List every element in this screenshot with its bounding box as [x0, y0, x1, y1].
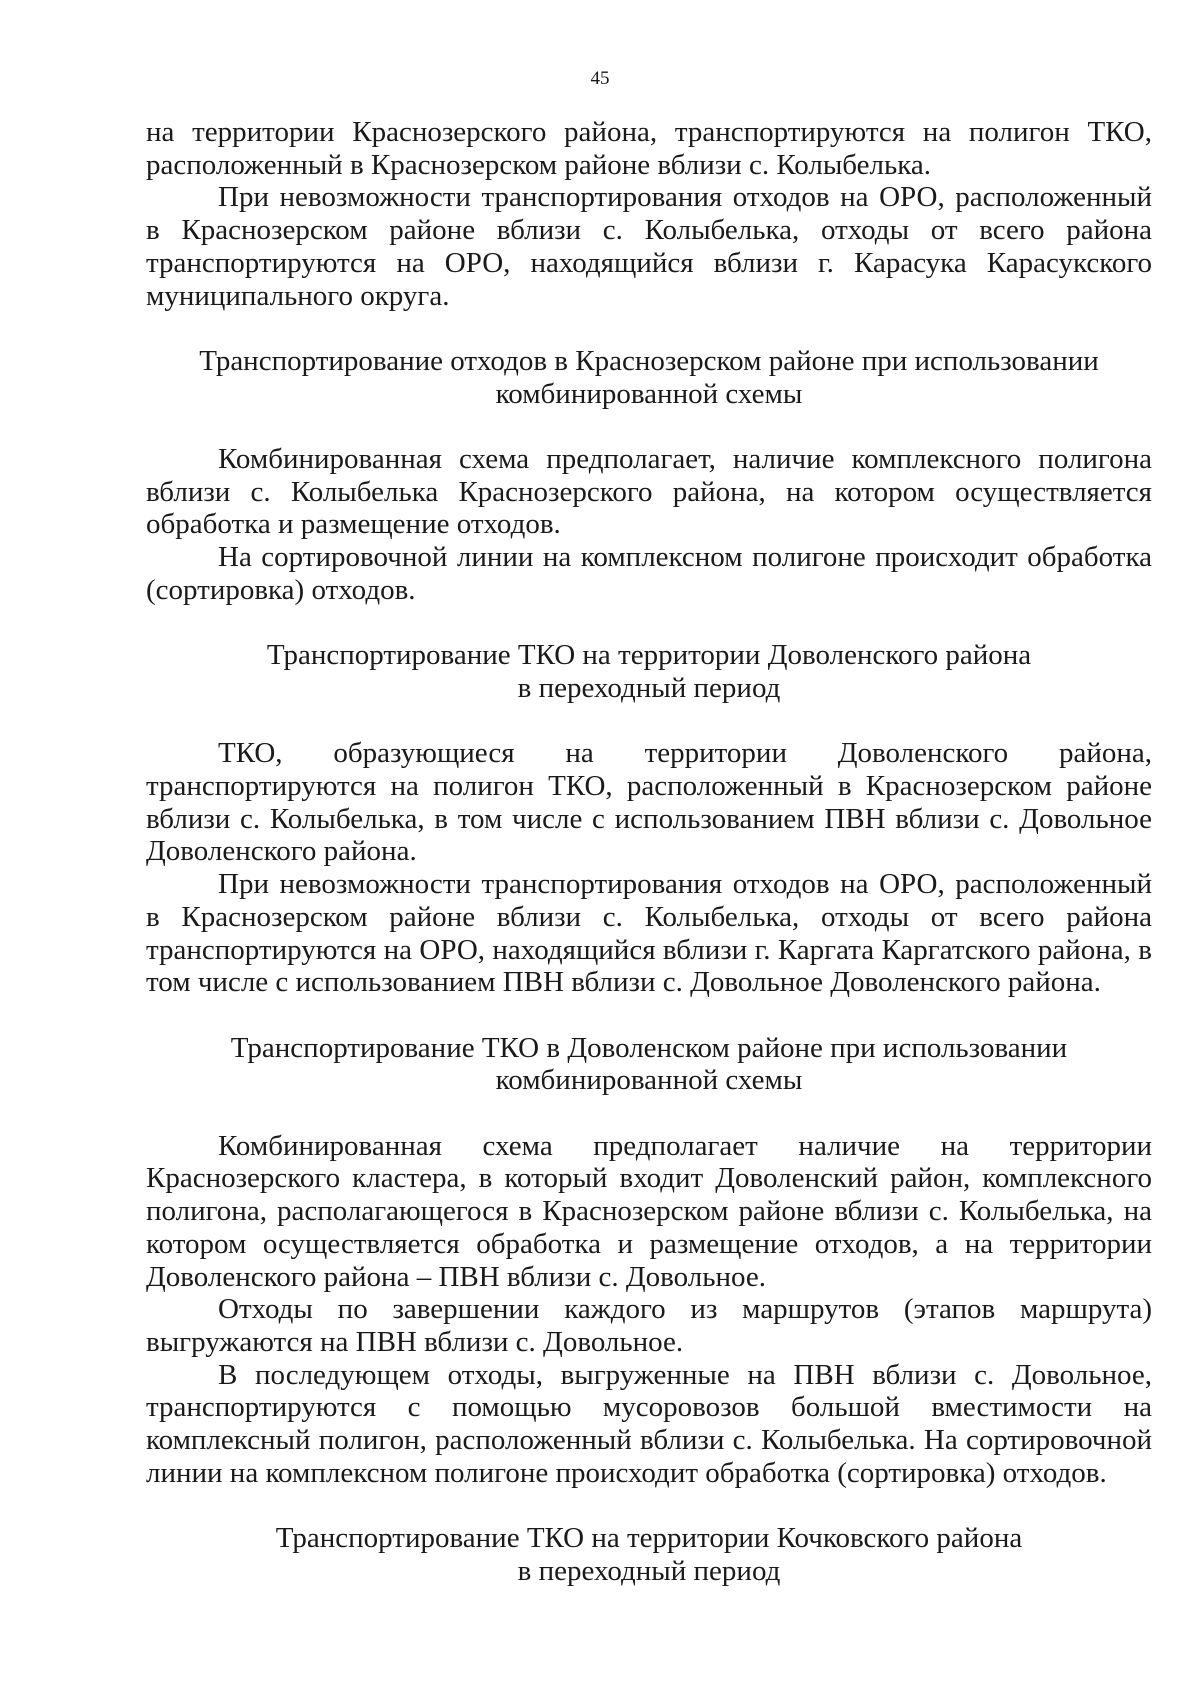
section-heading-line: в переходный период	[517, 1554, 781, 1587]
section-heading-line: комбинированной схемы	[495, 377, 803, 410]
section-heading-line: Транспортирование отходов в Краснозерском районе при использовании	[199, 344, 1099, 377]
section-heading	[146, 1522, 1152, 1587]
paragraph: ТКО, образующиеся на территории Доволенского района, транспортируются на полигон ТКО, расположенный в Краснозерском районе вблизи с. Колыбелька, в том числе с использованием ПВН вблизи с. Довольное Доволенского района.	[146, 737, 1152, 868]
section-heading-line: Транспортирование ТКО на территории Доволенского района	[266, 639, 1032, 672]
section-heading	[146, 345, 1152, 410]
section-heading-line: Транспортирование ТКО на территории Кочковского района	[275, 1522, 1023, 1555]
page-content	[146, 116, 1152, 1588]
paragraph: Комбинированная схема предполагает наличие на территории Краснозерского кластера, в который входит Доволенский район, комплексного полигона, располагающегося в Краснозерском районе вблизи с. Колыбелька, на котором осуществляется обработка и размещение отходов, а на территории Доволенского района – ПВН вблизи с. Довольное.	[146, 1129, 1152, 1293]
paragraph: При невозможности транспортирования отходов на ОРО, расположенный в Краснозерском районе вблизи с. Колыбелька, отходы от всего района транспортируются на ОРО, находящийся вблизи г. Карасука Карасукского муниципального округа.	[146, 181, 1152, 312]
paragraph: В последующем отходы, выгруженные на ПВН вблизи с. Довольное, транспортируются с помощью мусоровозов большой вместимости на комплексный полигон, расположенный вблизи с. Колыбелька. На сортировочной линии на комплексном полигоне происходит обработка (сортировка) отходов.	[146, 1358, 1152, 1489]
section-heading-line: в переходный период	[517, 671, 781, 704]
paragraph: на территории Краснозерского района, транспортируются на полигон ТКО, расположенный в Краснозерском районе вблизи с. Колыбелька.	[146, 116, 1152, 181]
section-heading	[146, 1032, 1152, 1097]
page-number: 45	[590, 68, 610, 89]
paragraph: Комбинированная схема предполагает, наличие комплексного полигона вблизи с. Колыбелька Краснозерского района, на котором осуществляется обработка и размещение отходов.	[146, 443, 1152, 541]
section-heading	[146, 639, 1152, 704]
paragraph: На сортировочной линии на комплексном полигоне происходит обработка (сортировка) отходов.	[146, 541, 1152, 606]
paragraph: При невозможности транспортирования отходов на ОРО, расположенный в Краснозерском районе вблизи с. Колыбелька, отходы от всего района транспортируются на ОРО, находящийся вблизи г. Каргата Каргатского района, в том числе с использованием ПВН вблизи с. Довольное Доволенского района.	[146, 868, 1152, 999]
section-heading-line: Транспортирование ТКО в Доволенском районе при использовании	[230, 1031, 1068, 1064]
paragraph: Отходы по завершении каждого из маршрутов (этапов маршрута) выгружаются на ПВН вблизи с. Довольное.	[146, 1293, 1152, 1358]
section-heading-line: комбинированной схемы	[495, 1064, 803, 1097]
